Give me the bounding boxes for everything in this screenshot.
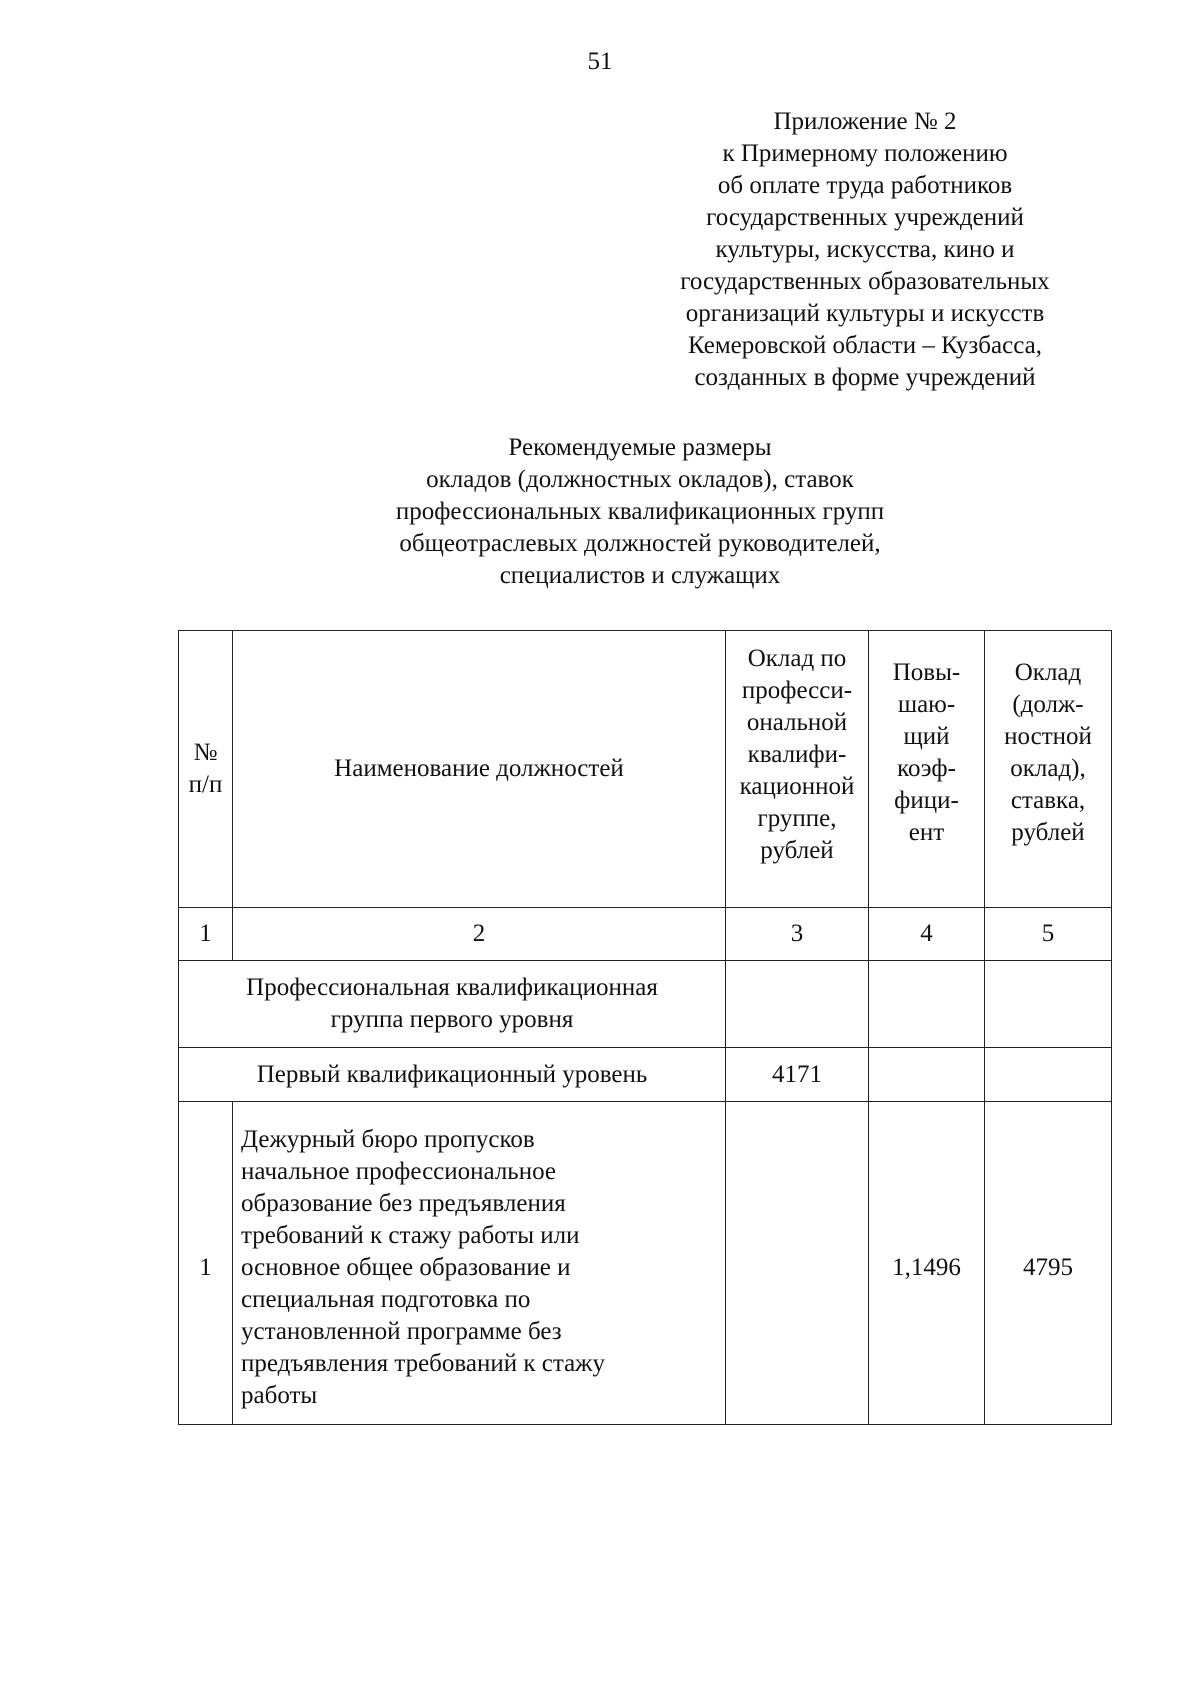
qualification-level-label: Первый квалификационный уровень <box>179 1048 726 1102</box>
appendix-line: об оплате труда работников <box>717 172 1013 199</box>
row-number: 1 <box>179 1102 233 1425</box>
header-line: професси- <box>741 677 853 704</box>
header-num-line: п/п <box>188 771 223 798</box>
header-line: рублей <box>760 837 834 864</box>
empty-cell <box>869 961 985 1048</box>
group-label-line: Профессиональная квалификационная <box>246 974 658 1001</box>
header-line: ент <box>908 819 945 846</box>
group-label-line: группа первого уровня <box>330 1006 574 1033</box>
empty-cell <box>985 1048 1112 1102</box>
table-header-row <box>179 631 1112 908</box>
position-line: предъявления требований к стажу <box>241 1350 605 1377</box>
column-numbers-row <box>179 908 1112 961</box>
title-line: профессиональных квалификационных групп <box>395 498 885 525</box>
empty-cell <box>869 1048 985 1102</box>
appendix-line: Приложение № 2 <box>773 108 957 135</box>
header-line: (долж- <box>1012 691 1084 718</box>
column-number: 1 <box>179 908 233 961</box>
header-line: рублей <box>1011 819 1085 846</box>
table-row <box>179 1102 1112 1425</box>
row-salary-group <box>726 1102 869 1425</box>
header-line: Повы- <box>892 659 961 686</box>
position-line: установленной программе без <box>241 1318 562 1345</box>
row-coefficient: 1,1496 <box>869 1102 985 1425</box>
header-line: щий <box>903 723 950 750</box>
qualification-level-row <box>179 1048 1112 1102</box>
appendix-line: культуры, искусства, кино и <box>715 236 1015 263</box>
document-title <box>250 432 1030 592</box>
header-line: кационной <box>739 773 855 800</box>
level-salary: 4171 <box>726 1048 869 1102</box>
header-line: группе, <box>757 805 837 832</box>
appendix-line: организаций культуры и искусств <box>685 300 1045 327</box>
header-line: оклад), <box>1010 755 1086 782</box>
position-line: специальная подготовка по <box>241 1286 531 1313</box>
appendix-line: Кемеровской области – Кузбасса, <box>688 332 1042 359</box>
header-line: ставка, <box>1010 787 1086 814</box>
title-line: общеотраслевых должностей руководителей, <box>399 530 881 557</box>
header-line: шаю- <box>897 691 956 718</box>
header-num-line: № <box>193 739 218 766</box>
header-coefficient <box>869 631 985 908</box>
column-number: 3 <box>726 908 869 961</box>
empty-cell <box>985 961 1112 1048</box>
position-line: основное общее образование и <box>241 1254 571 1281</box>
appendix-line: государственных учреждений <box>706 204 1024 231</box>
header-final-salary <box>985 631 1112 908</box>
header-line: фици- <box>894 787 959 814</box>
header-num <box>179 631 233 908</box>
empty-cell <box>726 961 869 1048</box>
header-line: квалифи- <box>747 741 847 768</box>
header-line: ональной <box>746 709 848 736</box>
appendix-caption <box>640 106 1090 394</box>
position-line: требований к стажу работы или <box>241 1222 580 1249</box>
position-line: образование без предъявления <box>241 1190 566 1217</box>
page-number: 51 <box>587 48 613 75</box>
salary-table <box>178 630 1112 1425</box>
header-line: коэф- <box>897 755 956 782</box>
column-number: 5 <box>985 908 1112 961</box>
row-final-salary: 4795 <box>985 1102 1112 1425</box>
header-line: ностной <box>1004 723 1092 750</box>
column-number: 2 <box>233 908 726 961</box>
header-salary-group <box>726 631 869 908</box>
appendix-line: государственных образовательных <box>680 268 1050 295</box>
header-line: Оклад <box>1014 659 1082 686</box>
header-line: Оклад по <box>747 645 847 672</box>
title-line: окладов (должностных окладов), ставок <box>426 466 854 493</box>
column-number: 4 <box>869 908 985 961</box>
header-name: Наименование должностей <box>233 631 726 908</box>
qualification-group-label <box>179 961 726 1048</box>
position-line: работы <box>241 1382 318 1409</box>
position-description <box>233 1102 726 1425</box>
position-line: Дежурный бюро пропусков <box>241 1126 535 1153</box>
appendix-line: созданных в форме учреждений <box>694 364 1036 391</box>
qualification-group-row <box>179 961 1112 1048</box>
title-line: Рекомендуемые размеры <box>508 434 772 461</box>
position-line: начальное профессиональное <box>241 1158 556 1185</box>
title-line: специалистов и служащих <box>499 562 781 589</box>
appendix-line: к Примерному положению <box>722 140 1008 167</box>
